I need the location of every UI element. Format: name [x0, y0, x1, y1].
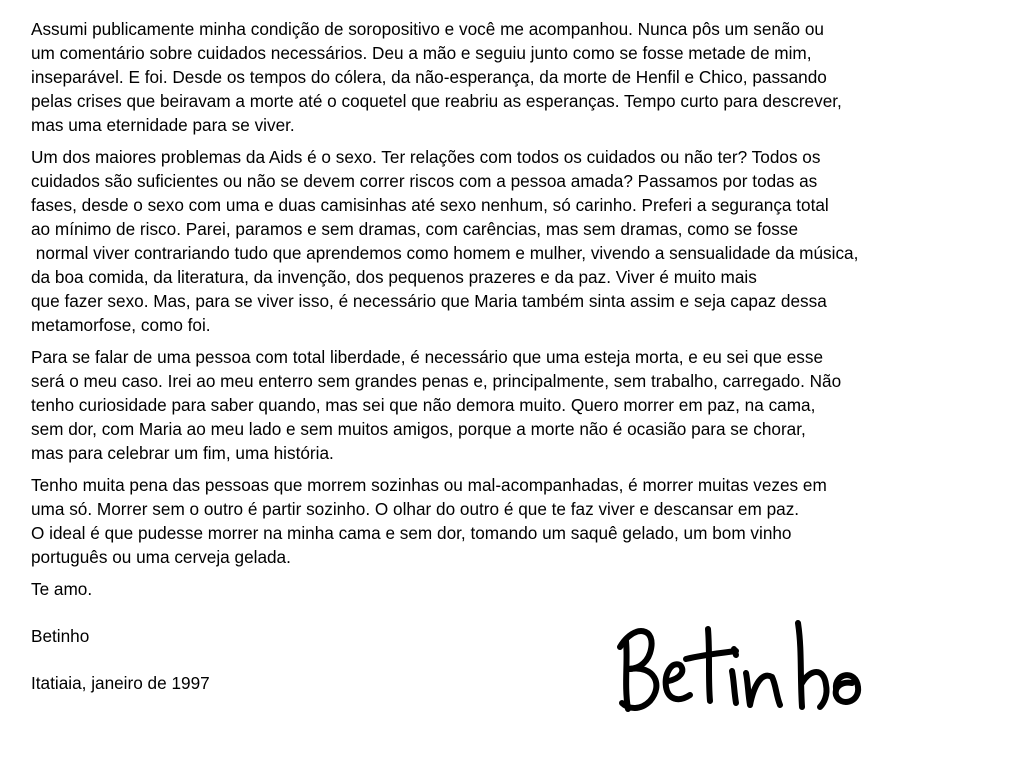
text-line: Para se falar de uma pessoa com total liberdade, é necessário que uma esteja morta, e eu sei que esse [31, 347, 824, 367]
text-line: Tenho muita pena das pessoas que morrem sozinhas ou mal-acompanhadas, é morrer muitas vezes em [31, 475, 827, 495]
text-line: da boa comida, da literatura, da invenção, dos pequenos prazeres e da paz. Viver é muito mais [31, 267, 757, 287]
text-line: que fazer sexo. Mas, para se viver isso, é necessário que Maria também sinta assim e seja capaz dessa [31, 291, 827, 311]
text-line: normal viver contrariando tudo que aprendemos como homem e mulher, vivendo a sensualidade da música, [31, 243, 859, 263]
text-line: inseparável. E foi. Desde os tempos do cólera, da não-esperança, da morte de Henfil e Chico, passando [31, 67, 827, 87]
text-line: O ideal é que pudesse morrer na minha cama e sem dor, tomando um saquê gelado, um bom vinho [31, 523, 792, 543]
text-line: português ou uma cerveja gelada. [31, 547, 291, 567]
text-line: tenho curiosidade para saber quando, mas sei que não demora muito. Quero morrer em paz, na cama, [31, 395, 816, 415]
text-line: fases, desde o sexo com uma e duas camisinhas até sexo nenhum, só carinho. Preferi a segurança total [31, 195, 829, 215]
text-line: ao mínimo de risco. Parei, paramos e sem dramas, com carências, mas sem dramas, como se fosse [31, 219, 799, 239]
text-line: será o meu caso. Irei ao meu enterro sem grandes penas e, principalmente, sem trabalho, carregado. Não [31, 371, 842, 391]
paragraph-3 [31, 345, 1011, 465]
paragraph-1 [31, 17, 1011, 137]
text-line: Um dos maiores problemas da Aids é o sexo. Ter relações com todos os cuidados ou não ter? Todos os [31, 147, 821, 167]
text-line: sem dor, com Maria ao meu lado e sem muitos amigos, porque a morte não é ocasião para se chorar, [31, 419, 806, 439]
text-line: cuidados são suficientes ou não se devem correr riscos com a pessoa amada? Passamos por todas as [31, 171, 818, 191]
paragraph-2 [31, 145, 1011, 337]
paragraph-4 [31, 473, 1011, 569]
text-line: mas para celebrar um fim, uma história. [31, 443, 334, 463]
signature-drawing [612, 609, 868, 719]
text-line: uma só. Morrer sem o outro é partir sozinho. O olhar do outro é que te faz viver e descansar em paz. [31, 499, 800, 519]
author-name: Betinho [31, 626, 90, 646]
farewell-text: Te amo. [31, 579, 93, 599]
text-line: mas uma eternidade para se viver. [31, 115, 295, 135]
text-line: Assumi publicamente minha condição de soropositivo e você me acompanhou. Nunca pôs um senão ou [31, 19, 824, 39]
text-line: pelas crises que beiravam a morte até o coquetel que reabriu as esperanças. Tempo curto para descrever, [31, 91, 842, 111]
handwritten-signature [612, 609, 868, 719]
text-line: metamorfose, como foi. [31, 315, 211, 335]
text-line: um comentário sobre cuidados necessários. Deu a mão e seguiu junto como se fosse metade de mim, [31, 43, 812, 63]
place-date: Itatiaia, janeiro de 1997 [31, 673, 210, 693]
